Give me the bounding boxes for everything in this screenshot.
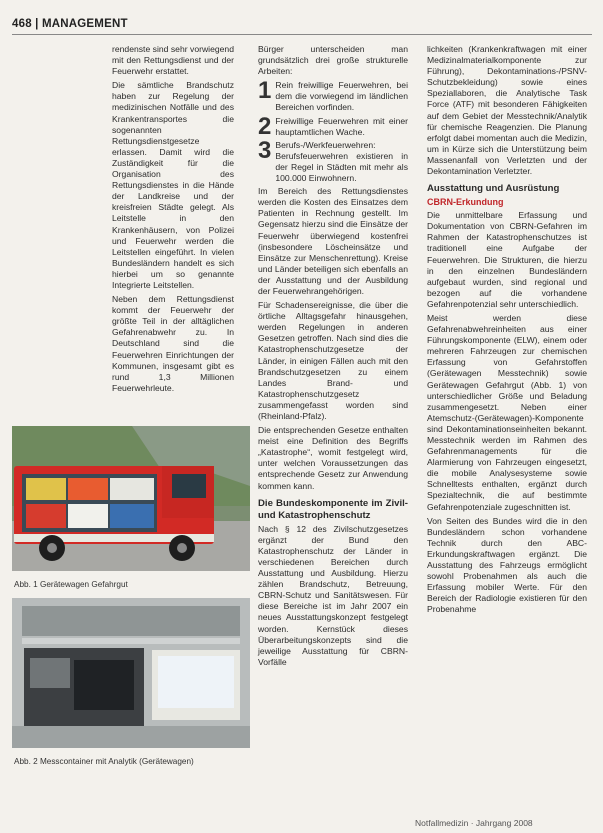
- column-1: [112, 44, 234, 397]
- paragraph: Neben dem Rettungsdienst kommt der Feuerwehr der größte Teil in der alltäglichen Gefahrenabwehr zu. In Deutschland sind die Feuerwehren Einrichtungen der Kommunen, insgesamt gibt es rund 1,3 Millionen Feuerwehrleute.: [112, 294, 234, 393]
- photo-caption: Abb. 2 Messcontainer mit Analytik (Gerätewagen): [14, 757, 194, 766]
- item-text: Berufs-/Werkfeuerwehren: Berufsfeuerwehren existieren in der Regel in Städten mit mehr als 100.000 Einwohnern.: [275, 139, 408, 184]
- paragraph: Im Bereich des Rettungsdienstes werden die Kosten des Einsatzes dem Patienten in Rechnung gestellt. Im Gegensatz hierzu sind die Einsätze der Feuerwehr überwiegend kostenfrei (insbesondere Löscheinsätze und Einsätze zur Menschenrettung). Kreise und Länder beteiligen sich ebenfalls an der Ausstattung und der Ausbildung der Feuerwehrangehörigen.: [258, 186, 408, 296]
- paragraph: lichkeiten (Krankenkraftwagen mit einer Medizinalmaterialkomponente zur Führung), Dekontaminations-/PSNV-Schutzbekleidung) sowie eines Speziallaboren, die Analytische Task Force (ATF) mit besonderen Fähigkeiten auf dem Gebiet der Messtechnik/Analytik für chemische Reagenzien. Die Planung erfolgt dabei momentan auch die Medizin, um in Kürze sich die Unterstützung beim Massenanfall von Verletzten und der Dekontamination Verletzter.: [427, 44, 587, 177]
- section-heading: Die Bundeskomponente im Zivil- und Katastrophenschutz: [258, 497, 408, 521]
- numbered-item: [258, 136, 408, 184]
- header-rule: [12, 34, 592, 35]
- paragraph: Von Seiten des Bundes wird die in den Bundesländern schon vorhandene Technik durch den ABC-Erkundungskraftwagen ergänzt. Die Ausstattung des Fahrzeugs ermöglicht sowohl Probenahmen als auch die Erfassung mobiler Werte. Für den Bereich der Radiologie existieren für den Probenahme: [427, 515, 587, 615]
- section-heading: Ausstattung und Ausrüstung: [427, 183, 560, 195]
- fire-truck-illustration: [12, 426, 250, 571]
- photo-caption: Abb. 1 Gerätewagen Gefahrgut: [14, 580, 128, 589]
- item-number: 3: [258, 136, 272, 164]
- paragraph: Die sämtliche Brandschutz haben zur Regelung der medizinischen Notfälle und des Krankentransportes die sogenannten Rettungsdienstgesetze erlassen. Damit wird die Zuständigkeit für die Organisation des Rettungsdienstes in die Hände der Landkreise und der kreisfreien Städte gelegt. Als Leitstelle in den Krankenhäusern, von Polizei und Feuerwehr werden die Leitstellen eingeführt. In vielen Bundesländern handelt es sich hierbei um so genannte Integrierte Leitstellen.: [112, 80, 234, 290]
- equipment-illustration: [12, 598, 250, 748]
- paragraph: Für Schadensereignisse, die über die örtliche Alltagsgefahr hinausgehen, werden Regelungen in anderen Gesetzen getroffen. Nach sind dies die Katastrophenschutzgesetze der Länder, in einigen Fällen auch mit den Brandschutzgesetzen zu einem Landes Brand- und Katastrophenschutzgesetz zusammengefasst worden sind (Rheinland-Pfalz).: [258, 300, 408, 421]
- column-3: [427, 44, 587, 619]
- paragraph: Nach § 12 des Zivilschutzgesetzes ergänzt der Bund den Katastrophenschutz der Länder in verschiedenen Bereichen durch Ausstattung und Ausbildung. Hierzu zählen Brandschutz, Betreuung, CBRN-Schutz und Sanitätswesen. Für diese Bereiche ist im Jahr 2007 ein neues Ausstattungskonzept festgelegt worden. Kernstück dieses Überarbeitungskonzepts sind die jeweilige Ausstattung für CBRN-Vorfälle: [258, 523, 408, 667]
- column-2: [258, 44, 408, 671]
- item-number: 2: [258, 112, 272, 140]
- paragraph: rendenste sind sehr vorwiegend mit den Rettungsdienst und der Feuerwehr erstattet.: [112, 44, 234, 77]
- item-text: Freiwillige Feuerwehren mit einer hauptamtlichen Wache.: [275, 115, 408, 137]
- fire-truck-photo: [12, 426, 250, 571]
- paragraph: Bürger unterscheiden man grundsätzlich drei große strukturelle Arbeiten:: [258, 44, 408, 77]
- numbered-item: [258, 112, 408, 140]
- equipment-photo: [12, 598, 250, 748]
- item-text: Rein freiwillige Feuerwehren, bei dem die vorwiegend im ländlichen Bereichen vorfinden.: [275, 80, 408, 113]
- item-number: 1: [258, 77, 272, 105]
- page-header: [12, 18, 592, 36]
- page-title: 468 | MANAGEMENT: [12, 18, 128, 30]
- paragraph: Die unmittelbare Erfassung und Dokumentation von CBRN-Gefahren im Rahmen der Katastrophenschutzes ist traditionell eine Aufgabe der Feuerwehren. Die Strukturen, die hierzu in den einzelnen Bundesländern aufgebaut wurden, sind regional und bezogen auf die vorhandene Gefahrenpotenzial sehr unterschiedlich.: [427, 210, 587, 309]
- paragraph: Die entsprechenden Gesetze enthalten meist eine Definition des Begriffs „Katastrophe“, womit festgelegt wird, unter welchen Voraussetzungen das entsprechende Gesetz zur Anwendung kommen kann.: [258, 425, 408, 491]
- page-footer: Notfallmedizin · Jahrgang 2008: [415, 818, 533, 828]
- sub-heading: CBRN-Erkundung: [427, 197, 504, 208]
- paragraph: Meist werden diese Gefahrenabwehreinheiten aus einer Führungskomponente (ELW), einem oder mehreren Fahrzeugen zur chemischen Erfassung von Gefahrstoffen (Gerätewagen Messtechnik) sowie Gerätewagen Gefahrgut (Abb. 1) von unterschiedlicher Größe und Beladung zusammengesetzt. Neben einer Atemschutz-(Gerätewagen)-Komponente sind Dekontaminationseinheiten bekannt. Messtechnik werden im Rahmen des Gefahrenmanagements für die Alarmierung von Fahrzeugen eingesetzt, die mobile Analysesysteme sowie Schnelltests enthalten, ergänzt durch Spezialtechnik, die auf bestimmte Gefahrenpotenziale zugeschnitten ist.: [427, 312, 587, 512]
- numbered-item: [258, 77, 408, 113]
